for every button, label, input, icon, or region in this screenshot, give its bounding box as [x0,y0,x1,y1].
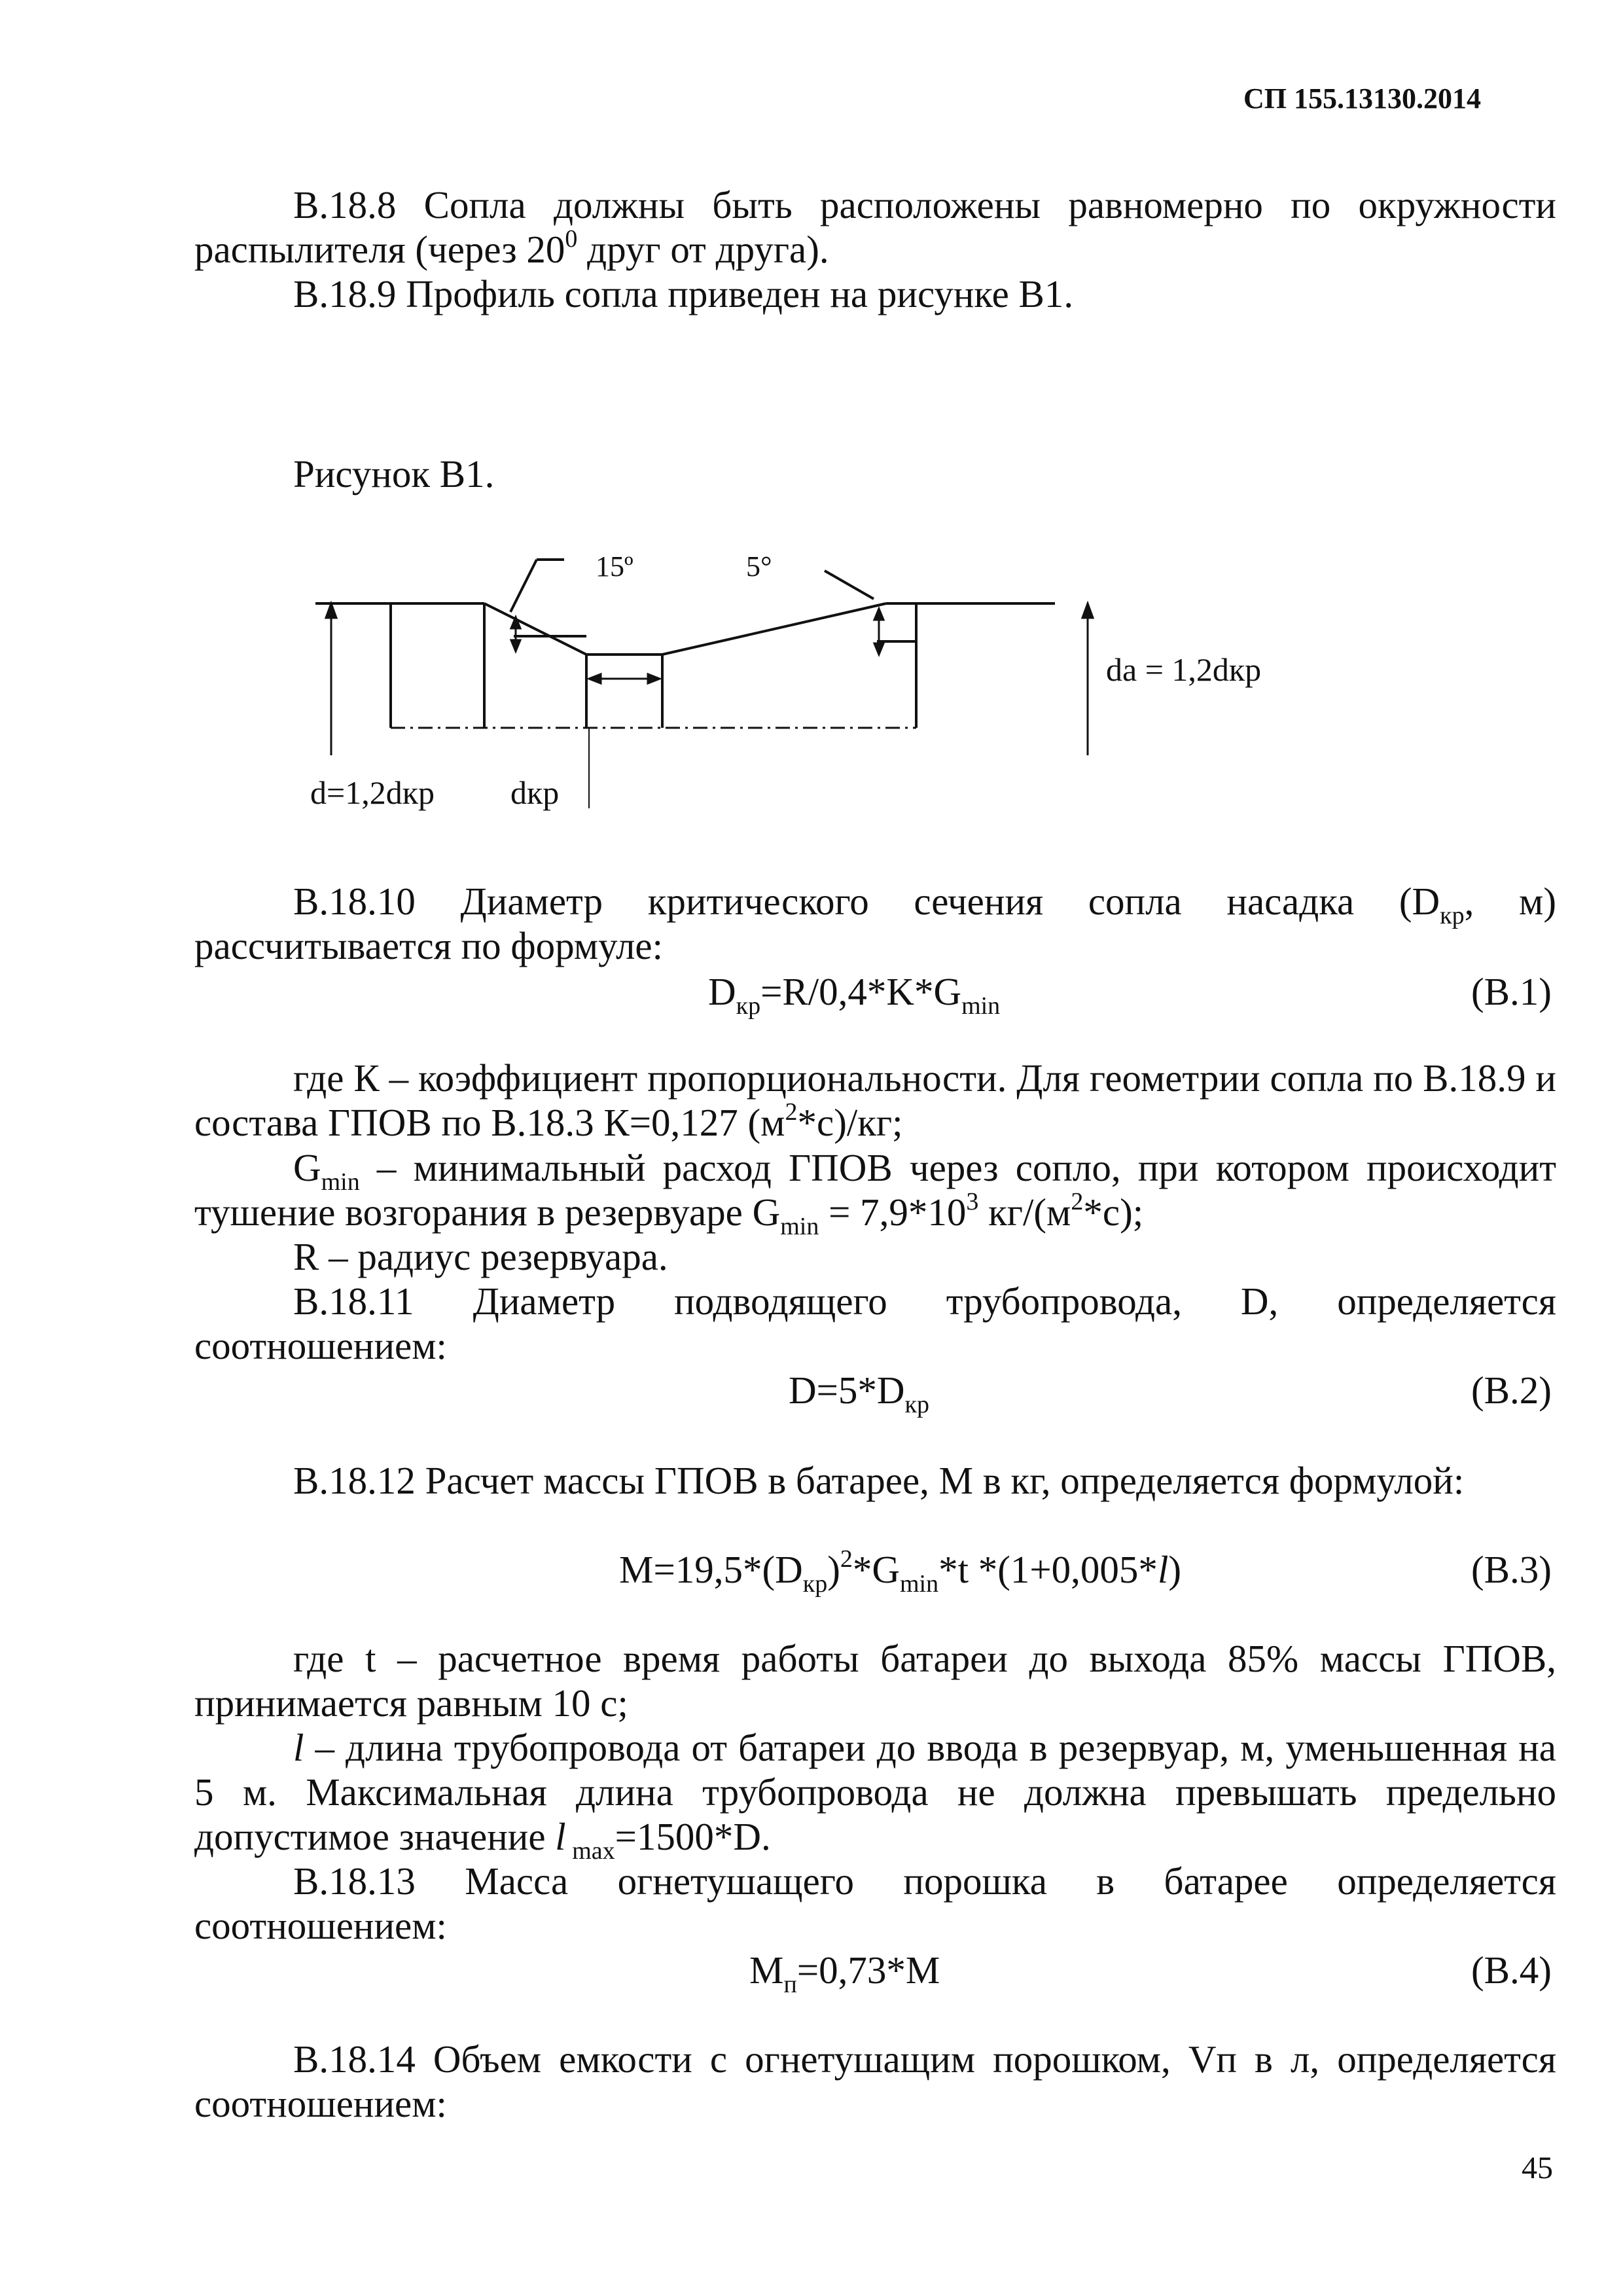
paragraph-l-line-3: допустимое значение l $_{max}$=1500*D. [194,1815,771,1865]
paragraph-b18-11-line-2: соотношением: [194,1324,447,1367]
paragraph-l-line-2: 5 м. Максимальная длина трубопровода не должна превышать предельно [194,1770,1556,1814]
arrow-da-right-top [1082,603,1093,618]
d-label: d=1,2dкр [310,774,435,811]
formula-b1: $D_{кр}=R/0,4*K*G_{min}$ [708,970,1001,1020]
paragraph-where-k-line-1: где К – коэффициент пропорциональности. Для геометрии сопла по В.18.9 и [293,1056,1556,1100]
formula-b2: $D=5*D_{кр}$ [789,1369,929,1418]
paragraph-gmin-line-2: тушение возгорания в резервуаре $G_{min} = 7,9*10^3$ $кг/(м^2*с)$; [194,1188,1144,1240]
paragraph-b18-8-line-1: В.18.8 Сопла должны быть расположены равномерно по окружности [293,183,1556,226]
da-label: da = 1,2dкр [1106,651,1262,688]
paragraph-b18-14-line-2: соотношением: [194,2082,447,2125]
document-header: СП 155.13130.2014 [1243,82,1481,115]
paragraph-b18-12: В.18.12 Расчет массы ГПОВ в батарее, М в кг, определяется формулой: [293,1459,1465,1502]
formula-b3: $M=19,5*(D_{кр})^2*G_{min}*t$ *(1+0,005*l) [619,1545,1181,1598]
profile-diverging-wall [662,603,886,655]
page-number: 45 [1522,2151,1553,2185]
paragraph-b18-13-line-2: соотношением: [194,1904,447,1947]
paragraph-b18-8-line-2: распылителя (через $20^0$ друг от друга). [194,225,829,271]
angle-5-label: 5° [746,550,772,583]
arrow-step-right-bottom [874,643,883,655]
paragraph-b18-9: В.18.9 Профиль сопла приведен на рисунке В1. [293,272,1074,315]
figure-caption: Рисунок В1. [293,452,495,495]
paragraph-where-t-line-2: принимается равным 10 с; [194,1681,628,1725]
formula-b2-number: (В.2) [1471,1369,1552,1412]
arrow-step-right-top [874,609,883,620]
formula-b1-number: (В.1) [1471,970,1552,1013]
arrow-throat-left [589,674,601,683]
paragraph-l-line-1: l – длина трубопровода от батареи до ввода в резервуар, м, уменьшенная на [293,1726,1556,1769]
nozzle-profile-figure [288,543,1335,851]
leader-15deg-1 [510,560,537,612]
paragraph-b18-14-line-1: В.18.14 Объем емкости с огнетушащим порошком, Vп в л, определяется [293,2037,1556,2081]
profile-converging-wall [484,603,586,655]
paragraph-b18-11-line-1: В.18.11 Диаметр подводящего трубопровода, D, определяется [293,1280,1556,1323]
formula-b4: $M_п=0,73*M$ [749,1948,940,1998]
arrow-throat-right [648,674,660,683]
paragraph-where-t-line-1: где t – расчетное время работы батареи до выхода 85% массы ГПОВ, [293,1637,1556,1680]
paragraph-where-k-line-2: состава ГПОВ по В.18.3 К=0,127 $(м^2*с)/кг$; [194,1098,903,1144]
paragraph-r: R – радиус резервуара. [293,1235,668,1278]
leader-5deg [825,571,874,599]
formula-b3-number: (В.3) [1471,1548,1552,1591]
formula-b4-number: (В.4) [1471,1948,1552,1992]
paragraph-gmin-line-1: $G_{min}$ – минимальный расход ГПОВ через сопло, при котором происходит [293,1146,1556,1196]
dkr-label: dкр [510,774,560,811]
arrow-step-left-bottom [511,640,520,651]
paragraph-b18-10-line-2: рассчитывается по формуле: [194,924,664,967]
paragraph-b18-13-line-1: В.18.13 Масса огнетушащего порошка в батарее определяется [293,1859,1556,1903]
paragraph-b18-10-line-1: В.18.10 Диаметр критического сечения сопла насадка ($D_{кр}$, м) [293,880,1556,929]
angle-15-label: 15º [596,550,633,583]
arrow-d-left-top [326,603,336,618]
